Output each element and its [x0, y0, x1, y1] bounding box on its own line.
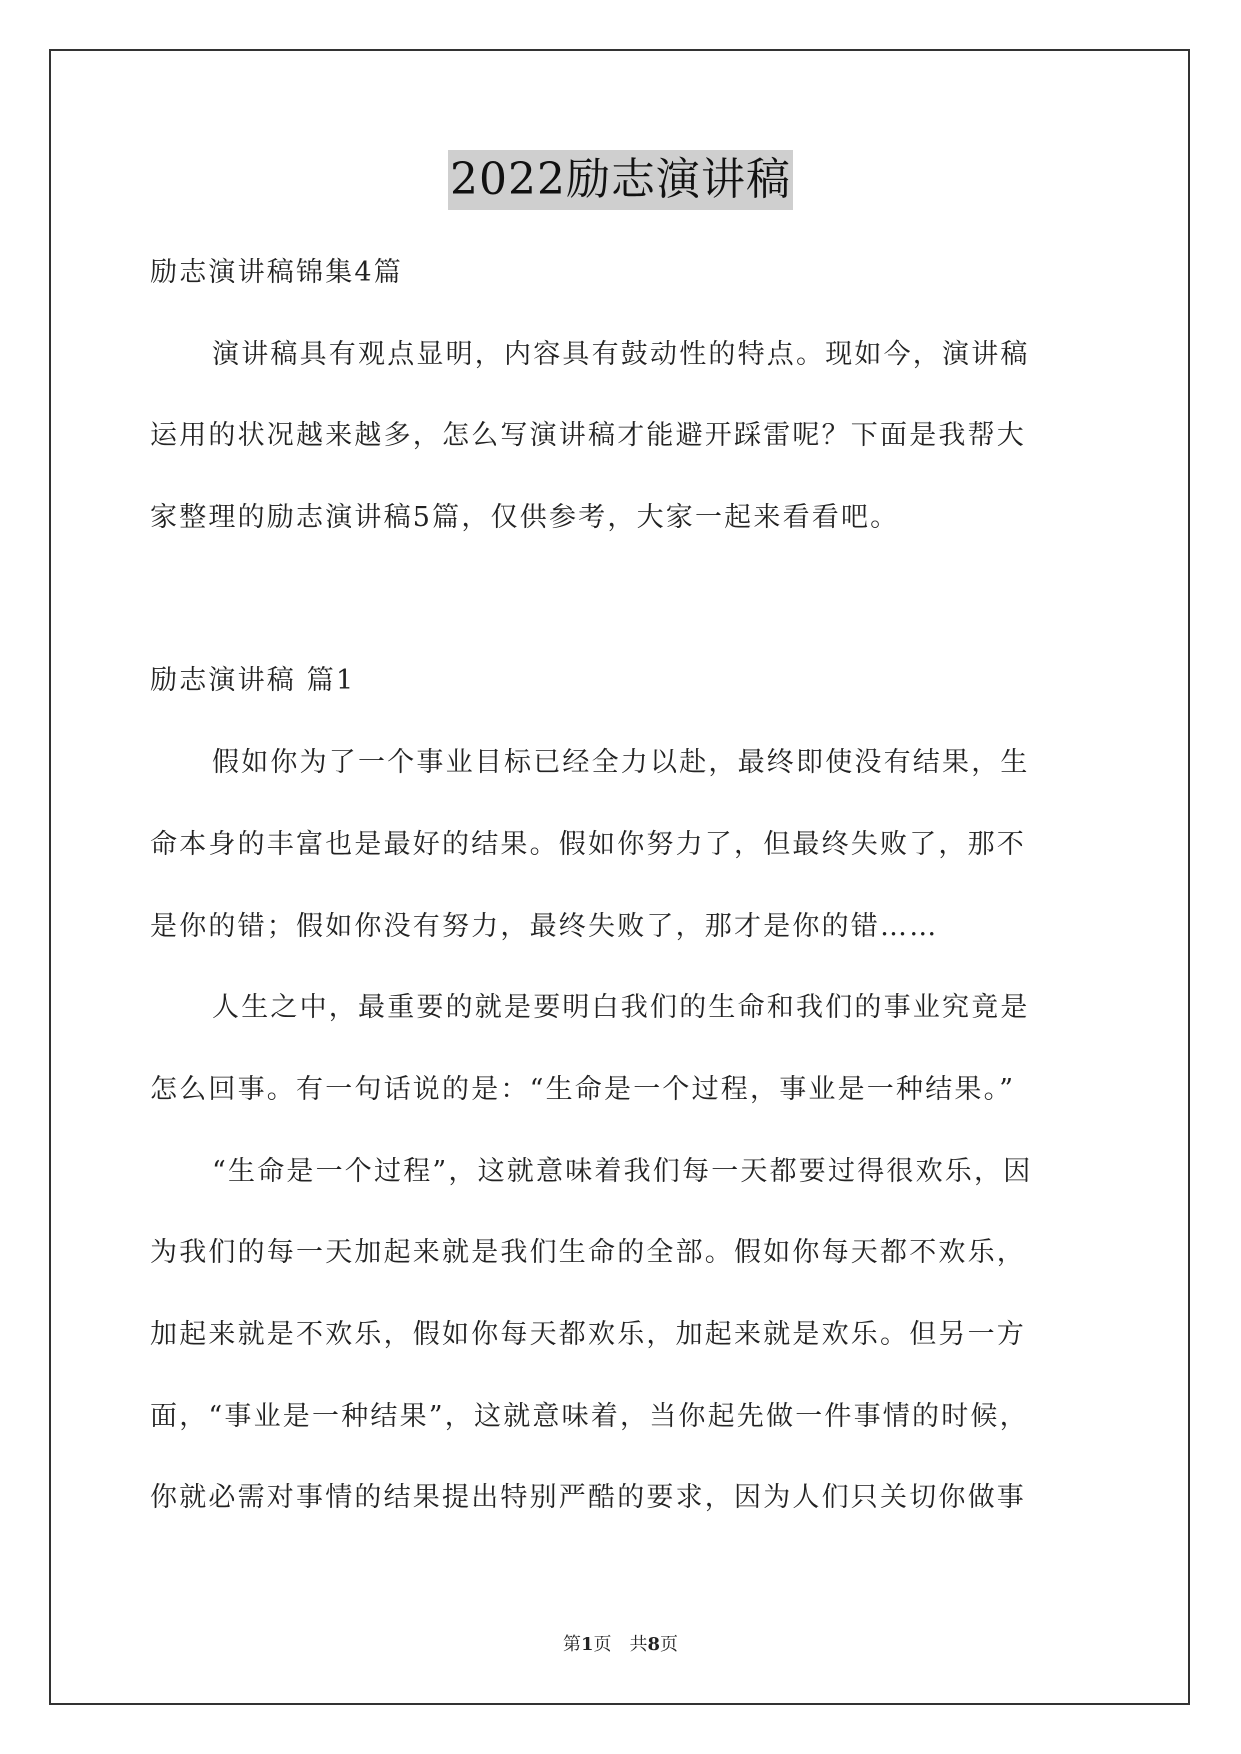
paragraph-line: 人生之中，最重要的就是要明白我们的生命和我们的事业究竟是	[212, 992, 1030, 1024]
intro-line: 演讲稿具有观点显明，内容具有鼓动性的特点。现如今，演讲稿	[212, 338, 1030, 370]
paragraph-line: 面，“事业是一种结果”，这就意味着，当你起先做一件事情的时候，	[150, 1400, 1029, 1432]
paragraph-line: 怎么回事。有一句话说的是：“生命是一个过程，事业是一种结果。”	[150, 1073, 1016, 1105]
page-footer	[0, 1630, 1241, 1656]
section-heading: 励志演讲稿 篇1	[150, 665, 356, 697]
footer-suffix: 页	[660, 1634, 679, 1655]
paragraph-line: 假如你为了一个事业目标已经全力以赴，最终即使没有结果，生	[212, 747, 1030, 779]
document-title: 2022励志演讲稿	[448, 150, 793, 210]
paragraph-line: 你就必需对事情的结果提出特别严酷的要求，因为人们只关切你做事	[150, 1482, 1026, 1514]
blank-line	[150, 559, 1090, 641]
paragraph-line: 命本身的丰富也是最好的结果。假如你努力了，但最终失败了，那不	[150, 828, 1026, 860]
paragraph-line: 是你的错；假如你没有努力，最终失败了，那才是你的错……	[150, 910, 939, 942]
current-page-number: 1	[580, 1634, 594, 1655]
footer-mid: 页 共	[593, 1634, 648, 1655]
intro-line: 家整理的励志演讲稿5篇，仅供参考，大家一起来看看吧。	[150, 502, 900, 534]
title-container	[0, 150, 1241, 210]
paragraph-line: 加起来就是不欢乐，假如你每天都欢乐，加起来就是欢乐。但另一方	[150, 1318, 1026, 1350]
document-body	[150, 232, 1090, 1539]
intro-line: 运用的状况越来越多，怎么写演讲稿才能避开踩雷呢？下面是我帮大	[150, 420, 1026, 452]
footer-prefix: 第	[562, 1634, 581, 1655]
paragraph-line: “生命是一个过程”，这就意味着我们每一天都要过得很欢乐，因	[212, 1155, 1033, 1187]
document-subtitle: 励志演讲稿锦集4篇	[150, 257, 403, 288]
total-pages-number: 8	[647, 1634, 661, 1655]
paragraph-line: 为我们的每一天加起来就是我们生命的全部。假如你每天都不欢乐，	[150, 1237, 1026, 1269]
